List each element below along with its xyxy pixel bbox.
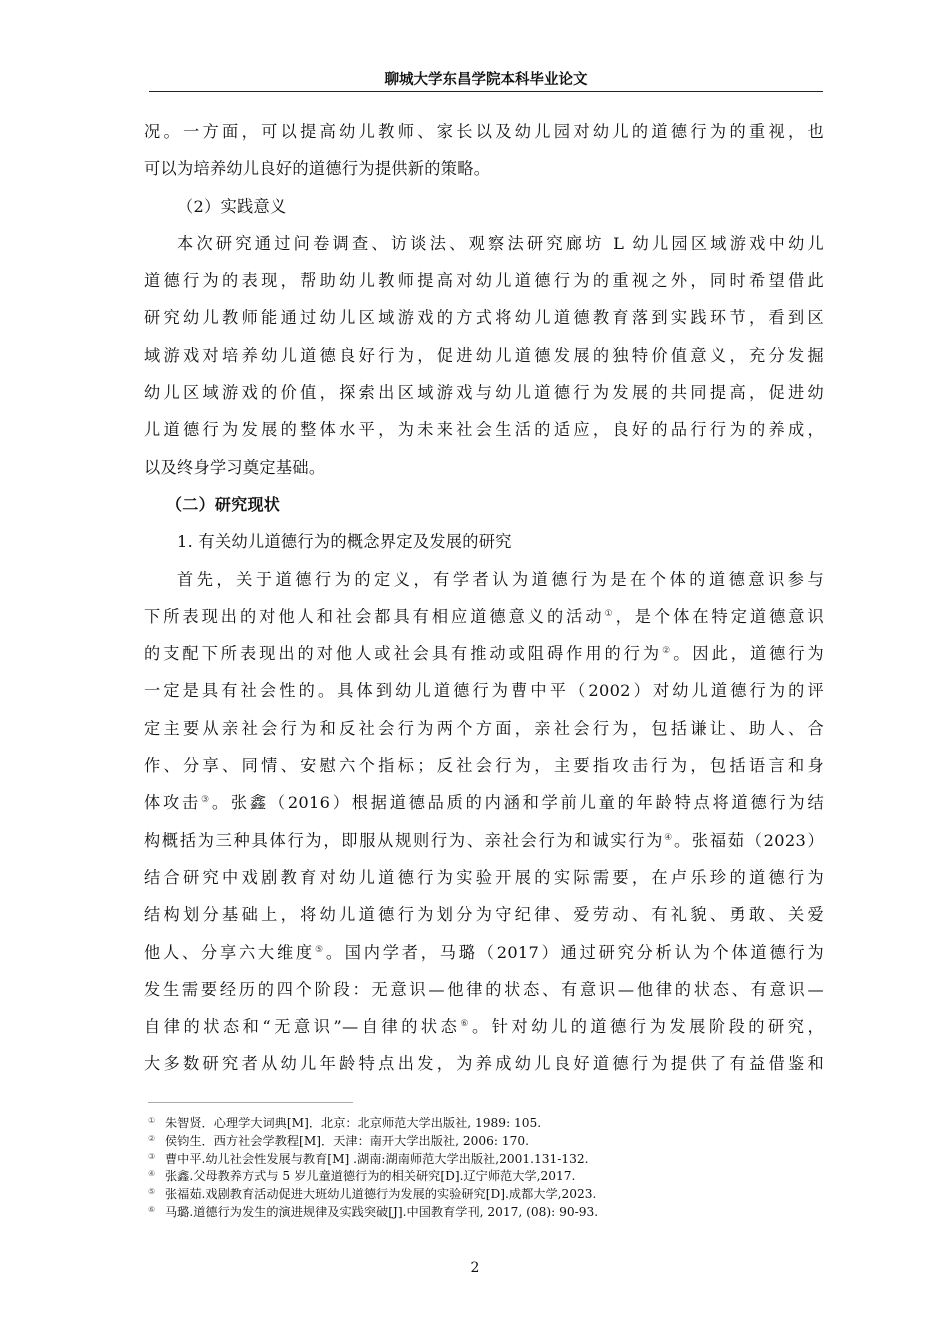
paragraph-line: 作、分享、同情、安慰六个指标；反社会行为，主要指攻击行为，包括语言和身 (144, 756, 824, 776)
footnote-ref[interactable]: ⑥ (460, 1019, 473, 1030)
section-heading-research-status: （二）研究现状 (166, 494, 281, 514)
paragraph-line: 以及终身学习奠定基础。 (144, 457, 326, 477)
footnote-item: ① 朱智贤．心理学大词典[M]．北京：北京师范大学出版社, 1989: 105. (148, 1112, 808, 1130)
page-number: 2 (470, 1260, 480, 1276)
footnote-mark: ④ (148, 1169, 156, 1179)
paragraph-line: 道德行为的表现，帮助幼儿教师提高对幼儿道德行为的重视之外，同时希望借此 (144, 271, 824, 291)
footnote-divider (148, 1102, 353, 1103)
footnote-ref[interactable]: ③ (200, 795, 212, 806)
paragraph-line: 儿道德行为发展的整体水平，为未来社会生活的适应，良好的品行行为的养成， (144, 420, 824, 440)
header-divider (149, 91, 823, 92)
footnote-item: ⑤ 张福茹.戏剧教育活动促进大班幼儿道德行为发展的实验研究[D].成都大学,2023. (148, 1183, 808, 1201)
footnote-ref[interactable]: ④ (664, 832, 674, 843)
paragraph-line: 一定是具有社会性的。具体到幼儿道德行为曹中平（2002）对幼儿道德行为的评 (144, 681, 824, 701)
document-body (144, 113, 824, 1083)
paragraph-line: 域游戏对培养幼儿道德良好行为，促进幼儿道德发展的独特价值意义，充分发掘 (144, 345, 824, 365)
paragraph-line: 下所表现出的对他人和社会都具有相应道德意义的活动①，是个体在特定道德意识 (144, 606, 824, 626)
footnote-mark: ⑤ (148, 1187, 156, 1197)
subheading-practical-significance: （2）实践意义 (177, 196, 287, 216)
footnote-item: ③ 曹中平.幼儿社会性发展与教育[M] .湖南:湖南师范大学出版社,2001.131-132. (148, 1148, 808, 1166)
footnote-mark: ① (148, 1116, 156, 1125)
footnote-mark: ② (148, 1133, 156, 1143)
paragraph-line: 研究幼儿教师能通过幼儿区域游戏的方式将幼儿道德教育落到实践环节，看到区 (144, 308, 824, 328)
paragraph-line: 大多数研究者从幼儿年龄特点出发，为养成幼儿良好道德行为提供了有益借鉴和 (144, 1054, 824, 1074)
paragraph-line: 可以为培养幼儿良好的道德行为提供新的策略。 (144, 159, 491, 179)
paragraph-line: 首先，关于道德行为的定义，有学者认为道德行为是在个体的道德意识参与 (177, 569, 824, 589)
footnote-item: ② 侯钧生．西方社会学教程[M]．天津：南开大学出版社, 2006: 170. (148, 1130, 808, 1148)
footnote-item: ⑥ 马璐.道德行为发生的演进规律及实践突破[J].中国教育学刊, 2017, (08): 90-93. (148, 1201, 808, 1219)
footnote-item: ④ 张鑫.父母教养方式与 5 岁儿童道德行为的相关研究[D].辽宁师范大学,2017. (148, 1165, 808, 1183)
footnote-ref[interactable]: ⑤ (314, 944, 326, 955)
footnote-mark: ③ (148, 1151, 156, 1161)
paragraph-line: 定主要从亲社会行为和反社会行为两个方面，亲社会行为，包括谦让、助人、合 (144, 718, 824, 738)
paragraph-line: 发生需要经历的四个阶段：无意识—他律的状态、有意识—他律的状态、有意识— (144, 979, 824, 999)
paragraph-line: 的支配下所表现出的对他人或社会具有推动或阻碍作用的行为②。因此，道德行为 (144, 644, 824, 664)
footnote-mark: ⑥ (148, 1204, 156, 1214)
paragraph-line: 结构划分基础上，将幼儿道德行为划分为守纪律、爱劳动、有礼貌、勇敢、关爱 (144, 905, 824, 925)
paragraph-line: 他人、分享六大维度⑤。国内学者，马璐（2017）通过研究分析认为个体道德行为 (144, 942, 825, 962)
paragraph-line: 自律的状态和“无意识”—自律的状态⑥。针对幼儿的道德行为发展阶段的研究， (144, 1017, 824, 1037)
paragraph-line: 况。一方面，可以提高幼儿教师、家长以及幼儿园对幼儿的道德行为的重视，也 (144, 122, 824, 141)
subsection-heading: 1. 有关幼儿道德行为的概念界定及发展的研究 (177, 532, 512, 552)
paragraph-line: 构概括为三种具体行为，即服从规则行为、亲社会行为和诚实行为④。张福茹（2023） (144, 830, 824, 850)
footnote-ref[interactable]: ② (662, 646, 674, 657)
paragraph-line: 结合研究中戏剧教育对幼儿道德行为实验开展的实际需要，在卢乐珍的道德行为 (144, 867, 824, 887)
paragraph-line: 本次研究通过问卷调查、访谈法、观察法研究廊坊 L 幼儿园区域游戏中幼儿 (177, 233, 824, 253)
running-header: 聊城大学东昌学院本科毕业论文 (384, 72, 588, 88)
paragraph-line: 幼儿区域游戏的价值，探索出区域游戏与幼儿道德行为发展的共同提高，促进幼 (144, 383, 824, 403)
footnotes (148, 1112, 808, 1219)
paragraph-line: 体攻击③。张鑫（2016）根据道德品质的内涵和学前儿童的年龄特点将道德行为结 (144, 793, 824, 813)
footnote-ref[interactable]: ① (604, 608, 616, 619)
